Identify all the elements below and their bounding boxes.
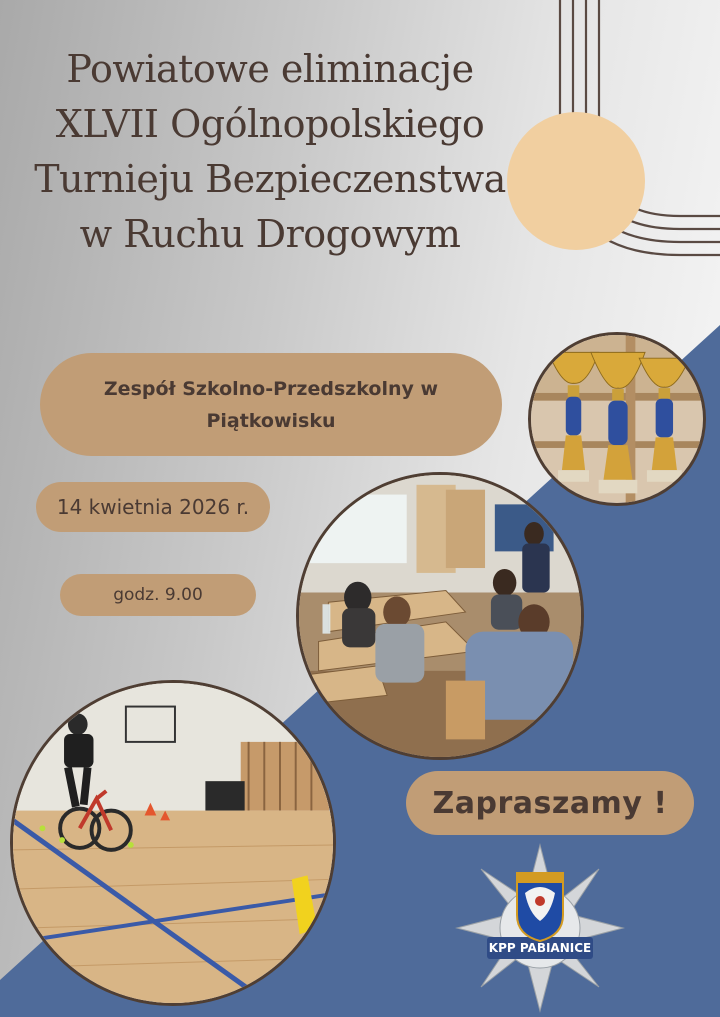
- gym-bicycle-photo: [10, 680, 336, 1006]
- title-line-2: XLVII Ogólnopolskiego: [55, 102, 485, 146]
- venue-line-2: Piątkowisku: [206, 409, 336, 432]
- date-pill: 14 kwietnia 2026 r.: [36, 482, 270, 532]
- invite-pill: Zapraszamy !: [406, 771, 694, 835]
- police-star-icon: [455, 843, 625, 1013]
- badge-label: KPP PABIANICE: [488, 941, 592, 955]
- title-line-4: w Ruchu Drogowym: [79, 212, 461, 256]
- trophies-photo: [528, 332, 706, 506]
- title-line-1: Powiatowe eliminacje: [66, 47, 474, 91]
- title-line-3: Turnieju Bezpieczenstwa: [34, 157, 506, 201]
- police-badge: [455, 843, 625, 1013]
- venue-line-1: Zespół Szkolno-Przedszkolny w: [103, 377, 439, 400]
- coat-of-arms-icon: [517, 873, 563, 941]
- decorative-peach-circle: [507, 112, 645, 250]
- classroom-photo: [296, 472, 584, 760]
- time-pill: godz. 9.00: [60, 574, 256, 616]
- page-title: [30, 42, 510, 262]
- venue-pill: [40, 353, 502, 456]
